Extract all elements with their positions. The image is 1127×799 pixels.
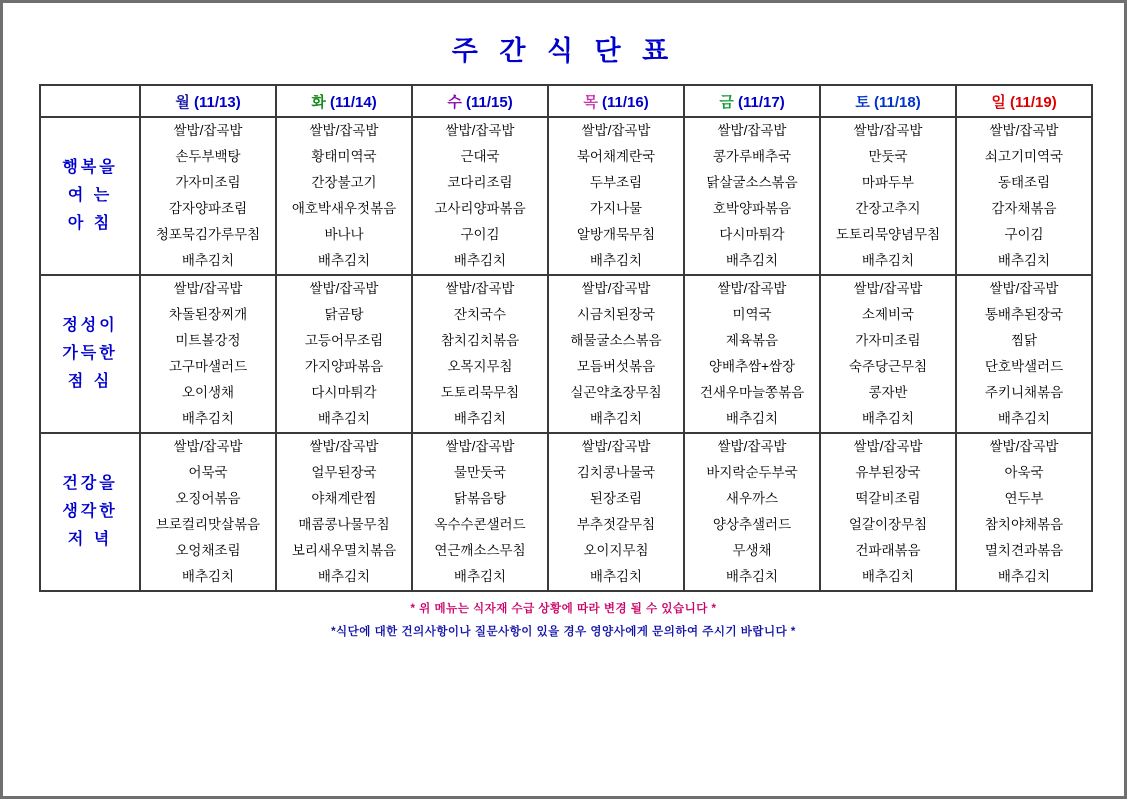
meal-label-line: 정성이 — [62, 317, 118, 334]
day-header-sun — [956, 85, 1092, 117]
meal-label-line: 행복을 — [62, 159, 118, 176]
dish-item: 손두부백탕 — [175, 149, 241, 164]
dish-item: 배추김치 — [317, 411, 371, 426]
day-weekday-thu: 목 — [583, 93, 598, 111]
dish-item: 배추김치 — [317, 253, 371, 268]
note-contact-nutritionist: *식단에 대한 건의사항이나 질문사항이 있을 경우 영양사에게 문의하여 주시기 바랍니다 * — [331, 626, 796, 638]
dish-item: 유부된장국 — [855, 465, 921, 480]
day-date-thu: (11/16) — [601, 93, 649, 111]
menu-cell-breakfast-mon — [140, 117, 276, 275]
menu-cell-breakfast-sat — [820, 117, 956, 275]
dish-item: 청포묵김가루무침 — [155, 227, 261, 242]
day-weekday-sat: 토 — [855, 93, 870, 111]
dish-item: 떡갈비조림 — [855, 491, 921, 506]
menu-cell-breakfast-thu — [548, 117, 684, 275]
menu-cell-lunch-sun — [956, 275, 1092, 433]
meal-label-line: 가득한 — [62, 345, 118, 362]
dish-item: 가자미조림 — [175, 175, 241, 190]
dish-item: 건파래볶음 — [855, 543, 921, 558]
dish-item: 다시마튀각 — [311, 385, 377, 400]
footer-notes — [3, 600, 1124, 639]
note-menu-change: * 위 메뉴는 식자재 수급 상황에 따라 변경 될 수 있습니다 * — [410, 603, 717, 615]
day-date-fri: (11/17) — [737, 93, 785, 111]
dish-item: 배추김치 — [181, 411, 235, 426]
table-corner-cell — [40, 85, 140, 117]
dish-item: 잔치국수 — [453, 307, 507, 322]
dish-item: 배추김치 — [453, 411, 507, 426]
dish-item: 닭볶음탕 — [453, 491, 507, 506]
dish-item: 배추김치 — [453, 253, 507, 268]
dish-item: 감자채볶음 — [991, 201, 1057, 216]
dish-item: 보리새우멸치볶음 — [291, 543, 397, 558]
dish-item: 호박양파볶음 — [712, 201, 792, 216]
dish-item: 쌀밥/잡곡밥 — [309, 123, 379, 138]
dish-item: 쌀밥/잡곡밥 — [581, 439, 651, 454]
dish-item: 고구마샐러드 — [168, 359, 248, 374]
dish-item: 닭곰탕 — [324, 307, 364, 322]
dish-item: 마파두부 — [861, 175, 915, 190]
dish-item: 구이김 — [1004, 227, 1044, 242]
dish-item: 배추김치 — [181, 569, 235, 584]
dish-item: 배추김치 — [181, 253, 235, 268]
dish-item: 쌀밥/잡곡밥 — [581, 281, 651, 296]
menu-cell-dinner-thu — [548, 433, 684, 591]
meal-label-line: 건강을 — [62, 475, 118, 492]
table-row — [40, 433, 1092, 591]
dish-item: 오징어볶음 — [175, 491, 241, 506]
dish-item: 배추김치 — [589, 253, 643, 268]
menu-cell-lunch-mon — [140, 275, 276, 433]
dish-item: 쌀밥/잡곡밥 — [309, 439, 379, 454]
dish-item: 배추김치 — [725, 569, 779, 584]
dish-item: 바나나 — [324, 227, 364, 242]
dish-item: 만둣국 — [868, 149, 908, 164]
day-weekday-sun: 일 — [991, 93, 1006, 111]
menu-cell-lunch-tue — [276, 275, 412, 433]
day-header-tue — [276, 85, 412, 117]
dish-item: 배추김치 — [725, 253, 779, 268]
weekly-menu-table — [39, 84, 1093, 592]
dish-item: 배추김치 — [997, 411, 1051, 426]
dish-item: 소제비국 — [861, 307, 915, 322]
dish-item: 북어채계란국 — [576, 149, 656, 164]
day-header-fri — [684, 85, 820, 117]
day-header-thu — [548, 85, 684, 117]
dish-item: 미트볼강정 — [175, 333, 241, 348]
table-header-row — [40, 85, 1092, 117]
dish-item: 쌀밥/잡곡밥 — [989, 439, 1059, 454]
dish-item: 감자양파조림 — [168, 201, 248, 216]
dish-item: 가지나물 — [589, 201, 643, 216]
meal-label-breakfast — [40, 117, 140, 275]
dish-item: 쇠고기미역국 — [984, 149, 1064, 164]
dish-item: 옥수수콘샐러드 — [434, 517, 526, 532]
dish-item: 연두부 — [1004, 491, 1044, 506]
dish-item: 새우까스 — [725, 491, 779, 506]
meal-label-line: 여 는 — [67, 187, 113, 204]
table-row — [40, 117, 1092, 275]
dish-item: 도토리묵양념무침 — [835, 227, 941, 242]
meal-label-line: 아 침 — [67, 215, 113, 232]
dish-item: 실곤약초장무침 — [570, 385, 662, 400]
meal-label-line: 생각한 — [62, 503, 118, 520]
meal-label-line: 저 녁 — [67, 531, 113, 548]
menu-cell-dinner-wed — [412, 433, 548, 591]
menu-cell-lunch-thu — [548, 275, 684, 433]
dish-item: 배추김치 — [861, 569, 915, 584]
dish-item: 근대국 — [460, 149, 500, 164]
dish-item: 숙주당근무침 — [848, 359, 928, 374]
dish-item: 연근깨소스무침 — [434, 543, 526, 558]
dish-item: 다시마튀각 — [719, 227, 785, 242]
menu-cell-lunch-fri — [684, 275, 820, 433]
dish-item: 배추김치 — [861, 411, 915, 426]
dish-item: 도토리묵무침 — [440, 385, 520, 400]
dish-item: 무생채 — [732, 543, 772, 558]
dish-item: 쌀밥/잡곡밥 — [445, 123, 515, 138]
dish-item: 배추김치 — [861, 253, 915, 268]
dish-item: 쌀밥/잡곡밥 — [445, 439, 515, 454]
dish-item: 고등어무조림 — [304, 333, 384, 348]
dish-item: 쌀밥/잡곡밥 — [989, 281, 1059, 296]
day-header-mon — [140, 85, 276, 117]
dish-item: 오이지무침 — [583, 543, 649, 558]
day-date-tue: (11/14) — [329, 93, 377, 111]
page-title: 주 간 식 단 표 — [451, 36, 676, 66]
menu-cell-dinner-tue — [276, 433, 412, 591]
dish-item: 쌀밥/잡곡밥 — [853, 123, 923, 138]
day-weekday-wed: 수 — [447, 93, 462, 111]
day-weekday-mon: 월 — [175, 93, 190, 111]
dish-item: 배추김치 — [317, 569, 371, 584]
dish-item: 배추김치 — [997, 253, 1051, 268]
dish-item: 배추김치 — [725, 411, 779, 426]
dish-item: 물만둣국 — [453, 465, 507, 480]
menu-cell-lunch-sat — [820, 275, 956, 433]
dish-item: 쌀밥/잡곡밥 — [173, 123, 243, 138]
dish-item: 어묵국 — [188, 465, 228, 480]
menu-cell-breakfast-wed — [412, 117, 548, 275]
dish-item: 양배추쌈+쌈장 — [708, 359, 796, 374]
dish-item: 바지락순두부국 — [706, 465, 798, 480]
dish-item: 쌀밥/잡곡밥 — [717, 123, 787, 138]
dish-item: 배추김치 — [589, 411, 643, 426]
dish-item: 알방개묵무침 — [576, 227, 656, 242]
day-header-wed — [412, 85, 548, 117]
table-row — [40, 275, 1092, 433]
dish-item: 야채계란찜 — [311, 491, 377, 506]
dish-item: 쌀밥/잡곡밥 — [173, 439, 243, 454]
dish-item: 부추젓갈무침 — [576, 517, 656, 532]
meal-label-lunch — [40, 275, 140, 433]
dish-item: 동태조림 — [997, 175, 1051, 190]
dish-item: 배추김치 — [453, 569, 507, 584]
dish-item: 건새우마늘쫑볶음 — [699, 385, 805, 400]
dish-item: 미역국 — [732, 307, 772, 322]
dish-item: 애호박새우젓볶음 — [291, 201, 397, 216]
dish-item: 두부조림 — [589, 175, 643, 190]
dish-item: 콩자반 — [868, 385, 908, 400]
dish-item: 가자미조림 — [855, 333, 921, 348]
dish-item: 모듬버섯볶음 — [576, 359, 656, 374]
dish-item: 배추김치 — [589, 569, 643, 584]
dish-item: 오이생채 — [181, 385, 235, 400]
dish-item: 매콤콩나물무침 — [298, 517, 390, 532]
dish-item: 구이김 — [460, 227, 500, 242]
dish-item: 얼무된장국 — [311, 465, 377, 480]
day-date-mon: (11/13) — [193, 93, 241, 111]
dish-item: 쌀밥/잡곡밥 — [853, 439, 923, 454]
menu-cell-lunch-wed — [412, 275, 548, 433]
dish-item: 된장조림 — [589, 491, 643, 506]
dish-item: 통배추된장국 — [984, 307, 1064, 322]
dish-item: 가지양파볶음 — [304, 359, 384, 374]
day-date-sat: (11/18) — [873, 93, 921, 111]
dish-item: 쌀밥/잡곡밥 — [717, 439, 787, 454]
meal-label-line: 점 심 — [67, 373, 113, 390]
dish-item: 고사리양파볶음 — [434, 201, 526, 216]
day-date-wed: (11/15) — [465, 93, 513, 111]
dish-item: 쌀밥/잡곡밥 — [445, 281, 515, 296]
menu-table-wrapper — [3, 84, 1124, 592]
menu-cell-dinner-fri — [684, 433, 820, 591]
menu-cell-breakfast-tue — [276, 117, 412, 275]
dish-item: 쌀밥/잡곡밥 — [309, 281, 379, 296]
dish-item: 쌀밥/잡곡밥 — [581, 123, 651, 138]
dish-item: 참치야채볶음 — [984, 517, 1064, 532]
dish-item: 김치콩나물국 — [576, 465, 656, 480]
dish-item: 코다리조림 — [447, 175, 513, 190]
dish-item: 참치김치볶음 — [440, 333, 520, 348]
menu-cell-dinner-sat — [820, 433, 956, 591]
dish-item: 닭살굴소스볶음 — [706, 175, 798, 190]
dish-item: 간장불고기 — [311, 175, 377, 190]
dish-item: 콩가루배추국 — [712, 149, 792, 164]
dish-item: 양상추샐러드 — [712, 517, 792, 532]
dish-item: 쌀밥/잡곡밥 — [173, 281, 243, 296]
dish-item: 오목지무침 — [447, 359, 513, 374]
dish-item: 쌀밥/잡곡밥 — [717, 281, 787, 296]
dish-item: 시금치된장국 — [576, 307, 656, 322]
menu-cell-breakfast-sun — [956, 117, 1092, 275]
dish-item: 쌀밥/잡곡밥 — [989, 123, 1059, 138]
dish-item: 간장고추지 — [855, 201, 921, 216]
menu-cell-dinner-mon — [140, 433, 276, 591]
dish-item: 황태미역국 — [311, 149, 377, 164]
dish-item: 배추김치 — [997, 569, 1051, 584]
dish-item: 오엉채조림 — [175, 543, 241, 558]
dish-item: 제육볶음 — [725, 333, 779, 348]
meal-label-dinner — [40, 433, 140, 591]
dish-item: 아욱국 — [1004, 465, 1044, 480]
day-date-sun: (11/19) — [1009, 93, 1057, 111]
day-weekday-tue: 화 — [311, 93, 326, 111]
menu-cell-breakfast-fri — [684, 117, 820, 275]
menu-cell-dinner-sun — [956, 433, 1092, 591]
dish-item: 주키니채볶음 — [984, 385, 1064, 400]
dish-item: 멸치견과볶음 — [984, 543, 1064, 558]
dish-item: 얼갈이장무침 — [848, 517, 928, 532]
dish-item: 브로컬리맛살볶음 — [155, 517, 261, 532]
dish-item: 쌀밥/잡곡밥 — [853, 281, 923, 296]
dish-item: 해물굴소스볶음 — [570, 333, 662, 348]
dish-item: 찜닭 — [1010, 333, 1038, 348]
dish-item: 단호박샐러드 — [984, 359, 1064, 374]
dish-item: 차돌된장찌개 — [168, 307, 248, 322]
day-header-sat — [820, 85, 956, 117]
day-weekday-fri: 금 — [719, 93, 734, 111]
